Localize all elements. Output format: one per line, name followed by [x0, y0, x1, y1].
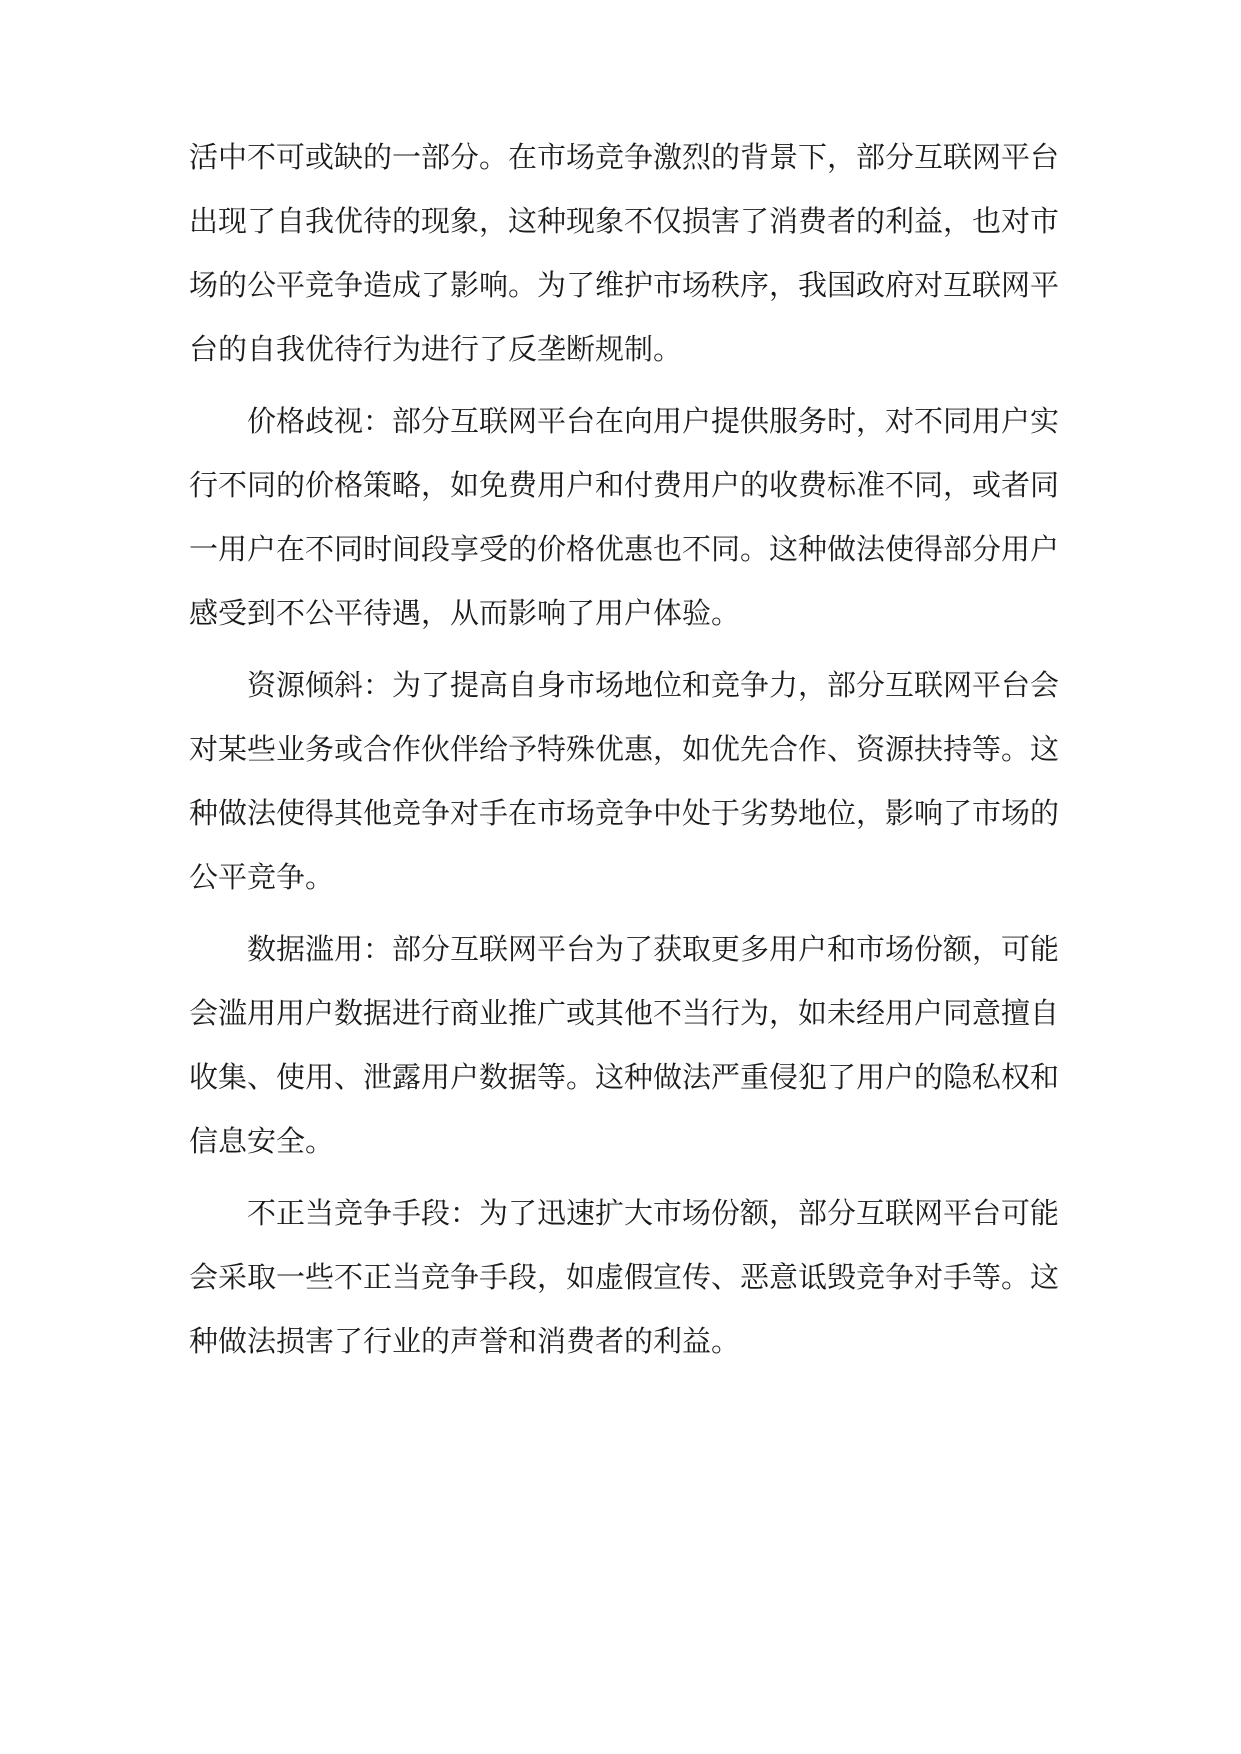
- paragraph-2-line-4: 感受到不公平待遇，从而影响了用户体验。: [189, 596, 741, 630]
- paragraph-2-line-1: 价格歧视：部分互联网平台在向用户提供服务时，对不同用户实: [247, 404, 1060, 438]
- paragraph-1-line-2: 出现了自我优待的现象，这种现象不仅损害了消费者的利益，也对市: [189, 204, 1060, 238]
- paragraph-3-line-3: 种做法使得其他竞争对手在市场竞争中处于劣势地位，影响了市场的: [189, 796, 1060, 830]
- paragraph-4-line-2: 会滥用用户数据进行商业推广或其他不当行为，如未经用户同意擅自: [189, 996, 1060, 1030]
- paragraph-4-line-1: 数据滥用：部分互联网平台为了获取更多用户和市场份额，可能: [247, 932, 1060, 966]
- paragraph-5-line-3: 种做法损害了行业的声誉和消费者的利益。: [189, 1324, 741, 1358]
- paragraph-4-line-4: 信息安全。: [189, 1124, 335, 1158]
- paragraph-2-line-2: 行不同的价格策略，如免费用户和付费用户的收费标准不同，或者同: [189, 468, 1060, 502]
- paragraph-3-line-1: 资源倾斜：为了提高自身市场地位和竞争力，部分互联网平台会: [247, 668, 1060, 702]
- paragraph-5-line-2: 会采取一些不正当竞争手段，如虚假宣传、恶意诋毁竞争对手等。这: [189, 1260, 1060, 1294]
- paragraph-4-line-3: 收集、使用、泄露用户数据等。这种做法严重侵犯了用户的隐私权和: [189, 1060, 1060, 1094]
- paragraph-2-line-3: 一用户在不同时间段享受的价格优惠也不同。这种做法使得部分用户: [189, 532, 1060, 566]
- paragraph-5-line-1: 不正当竞争手段：为了迅速扩大市场份额，部分互联网平台可能: [247, 1196, 1060, 1230]
- paragraph-1-line-4: 台的自我优待行为进行了反垄断规制。: [189, 332, 683, 366]
- paragraph-3-line-4: 公平竞争。: [189, 860, 335, 894]
- paragraph-1-line-1: 活中不可或缺的一部分。在市场竞争激烈的背景下，部分互联网平台: [189, 140, 1060, 174]
- paragraph-3-line-2: 对某些业务或合作伙伴给予特殊优惠，如优先合作、资源扶持等。这: [189, 732, 1060, 766]
- paragraph-1-line-3: 场的公平竞争造成了影响。为了维护市场秩序，我国政府对互联网平: [189, 268, 1060, 302]
